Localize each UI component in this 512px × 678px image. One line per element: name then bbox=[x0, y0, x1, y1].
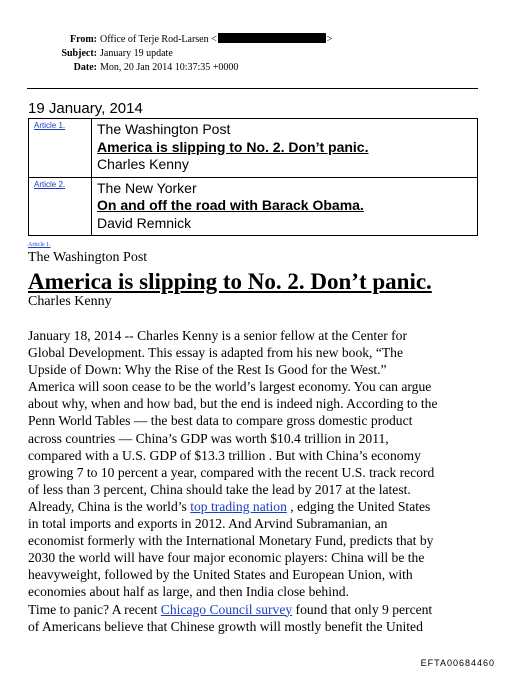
body-line bbox=[28, 532, 488, 549]
article-title: America is slipping to No. 2. Don’t panic. bbox=[28, 269, 432, 294]
body-line bbox=[28, 412, 488, 429]
body-text: heavyweight, followed by the United States and European Union, with bbox=[28, 567, 413, 583]
body-text: across countries — China’s GDP was worth $10.4 trillion in 2011, bbox=[28, 430, 389, 446]
body-text: , edging the United States bbox=[286, 498, 431, 514]
header-divider bbox=[27, 88, 478, 89]
body-text: of Americans believe that Chinese growth will mostly benefit the United bbox=[28, 618, 423, 634]
body-line bbox=[28, 447, 488, 464]
body-text: found that only 9 percent bbox=[292, 601, 433, 617]
article-body bbox=[28, 327, 488, 635]
body-text: growing 7 to 10 percent a year, compared with the recent U.S. track record bbox=[28, 464, 435, 480]
body-text: about why, when and how bad, but the end is indeed nigh. According to the bbox=[28, 396, 438, 412]
body-line bbox=[28, 430, 488, 447]
date-label: Date: bbox=[73, 62, 97, 73]
body-line bbox=[28, 583, 488, 600]
toc-article-link[interactable]: Article 1. bbox=[34, 121, 66, 130]
document-id: EFTA00684460 bbox=[420, 658, 495, 668]
body-line bbox=[28, 378, 488, 395]
inline-link[interactable]: top trading nation bbox=[190, 498, 287, 514]
body-line bbox=[28, 344, 488, 361]
toc-title[interactable]: America is slipping to No. 2. Don’t panic. bbox=[97, 138, 369, 155]
body-line bbox=[28, 515, 488, 532]
toc-author: David Remnick bbox=[97, 214, 192, 231]
body-text: Penn World Tables — the best data to compare gross domestic product bbox=[28, 413, 413, 429]
subject-label: Subject: bbox=[61, 48, 97, 59]
toc-row bbox=[29, 177, 478, 236]
email-header bbox=[0, 33, 512, 75]
article-publication: The Washington Post bbox=[28, 250, 148, 265]
body-text: January 18, 2014 -- Charles Kenny is a senior fellow at the Center for bbox=[28, 328, 408, 343]
from-suffix: > bbox=[326, 34, 333, 45]
digest-date: 19 January, 2014 bbox=[28, 100, 143, 117]
from-label: From: bbox=[69, 34, 97, 45]
body-text: 2030 the world will have four major economic players: China will be the bbox=[28, 550, 425, 566]
body-line bbox=[28, 498, 488, 515]
body-line bbox=[28, 618, 488, 635]
date-value: Mon, 20 Jan 2014 10:37:35 +0000 bbox=[100, 62, 239, 73]
body-line bbox=[28, 327, 488, 344]
toc-author: Charles Kenny bbox=[97, 156, 189, 172]
body-line bbox=[28, 464, 488, 481]
body-text: in total imports and exports in 2012. And Arvind Subramanian, an bbox=[28, 516, 388, 532]
subject-value: January 19 update bbox=[100, 48, 173, 59]
toc-publication: The Washington Post bbox=[97, 121, 231, 137]
article-anchor-link[interactable]: Article 1. bbox=[28, 242, 51, 248]
from-value: Office of Terje Rod-Larsen < bbox=[100, 34, 217, 45]
toc-article-link[interactable]: Article 2. bbox=[34, 179, 66, 189]
body-text: of less than 3 percent, China should take the lead by 2017 at the latest. bbox=[28, 481, 411, 497]
body-text: Already, China is the world’s bbox=[28, 498, 191, 514]
body-text: Time to panic? A recent bbox=[28, 601, 161, 617]
table-of-contents bbox=[28, 118, 478, 236]
toc-row bbox=[29, 119, 478, 178]
article-author: Charles Kenny bbox=[28, 294, 112, 309]
body-text: economist formerly with the International Monetary Fund, predicts that by bbox=[28, 533, 434, 549]
body-line bbox=[28, 601, 488, 618]
body-text: Upside of Down: Why the Rise of the Rest Is Good for the West.” bbox=[28, 362, 387, 378]
body-text: compared with a U.S. GDP of $13.3 trillion . But with China’s economy bbox=[28, 447, 421, 463]
body-line bbox=[28, 395, 488, 412]
body-text: America will soon cease to be the world’s largest economy. You can argue bbox=[28, 379, 432, 395]
body-line bbox=[28, 566, 488, 583]
redaction-bar bbox=[218, 33, 326, 43]
body-text: economies about half as large, and then India close behind. bbox=[28, 584, 349, 600]
body-line bbox=[28, 481, 488, 498]
body-text: Global Development. This essay is adapted from his new book, “The bbox=[28, 345, 404, 361]
body-line bbox=[28, 361, 488, 378]
body-line bbox=[28, 549, 488, 566]
toc-title[interactable]: On and off the road with Barack Obama. bbox=[97, 197, 364, 213]
toc-publication: The New Yorker bbox=[97, 179, 197, 196]
inline-link[interactable]: Chicago Council survey bbox=[160, 601, 293, 617]
